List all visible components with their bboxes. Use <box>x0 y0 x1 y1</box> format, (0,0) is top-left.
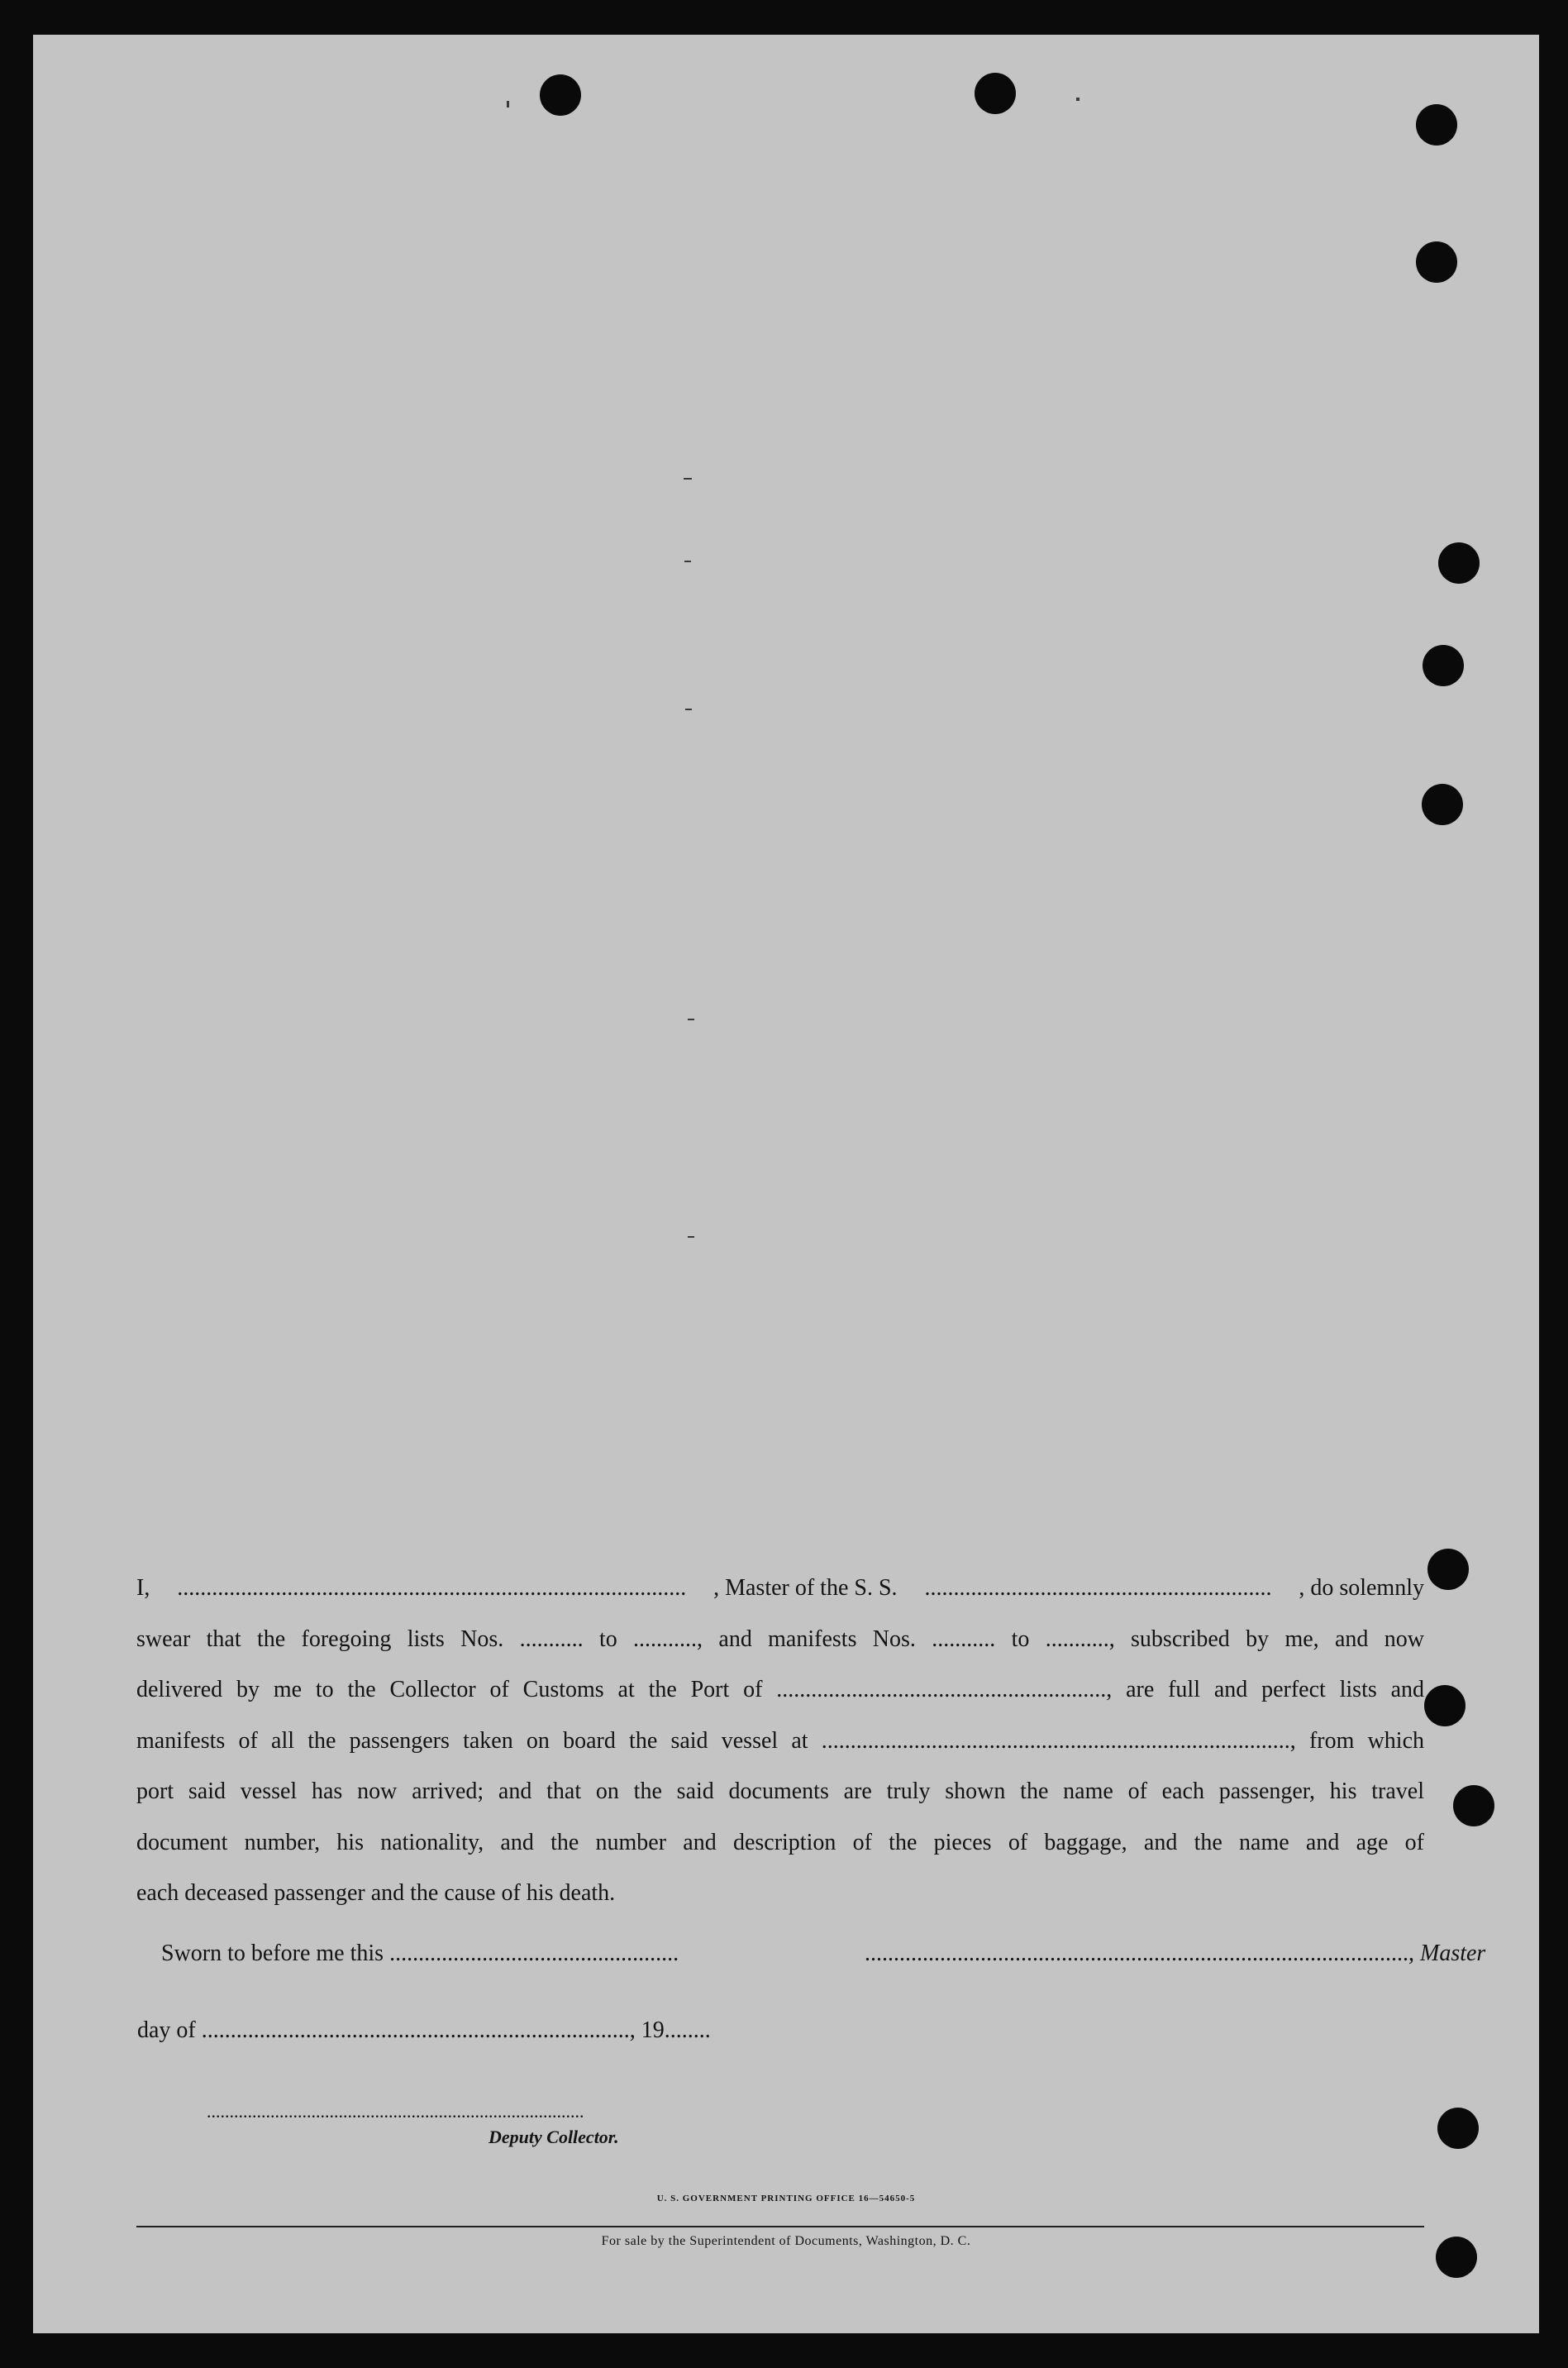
deputy-label: Deputy Collector. <box>489 2127 619 2147</box>
sale-notice: For sale by the Superintendent of Documents, Washington, D. C. <box>601 2234 971 2248</box>
speck <box>688 1236 694 1238</box>
punch-hole <box>1423 645 1464 686</box>
sworn-label: Sworn to before me this <box>161 1941 384 1966</box>
punch-hole <box>1416 241 1457 283</box>
oath-line-5: port said vessel has now arrived; and that on the said documents are truly shown the name of each passenger, his travel <box>136 1778 1424 1804</box>
deputy-line <box>207 2101 584 2122</box>
master-of-ss: , Master of the S. S. <box>713 1575 898 1601</box>
footer-rule <box>136 2226 1424 2227</box>
name-blank: ........................................................................................ <box>177 1575 687 1601</box>
punch-hole <box>1427 1549 1469 1590</box>
oath-line-7: each deceased passenger and the cause of his death. <box>136 1880 616 1906</box>
day-label: day of <box>137 2017 196 2043</box>
speck <box>688 1019 694 1020</box>
punch-hole <box>1453 1785 1494 1826</box>
punch-hole <box>1416 104 1457 146</box>
oath-i: I, <box>136 1575 150 1601</box>
day-blank: .........................................................................., <box>201 2017 636 2043</box>
punch-hole <box>1437 2108 1479 2149</box>
punch-hole <box>1422 784 1463 825</box>
master-blank: .............................................................................................., <box>865 1941 1414 1966</box>
speck <box>1076 98 1079 101</box>
speck <box>685 709 692 710</box>
speck <box>507 101 509 107</box>
form-page <box>33 35 1539 2333</box>
vessel-blank: ............................................................ <box>924 1575 1272 1601</box>
year-label: 19........ <box>641 2017 711 2043</box>
oath-line-4: manifests of all the passengers taken on board the said vessel at ................................................................................., from which <box>136 1727 1424 1754</box>
oath-line-2: swear that the foregoing lists Nos. ........... to ..........., and manifests Nos. ........... to ..........., subscribed by me, and now <box>136 1626 1424 1652</box>
sworn-blank: .................................................. <box>389 1941 679 1966</box>
oath-paragraph <box>136 1563 1424 1919</box>
punch-hole <box>975 73 1016 114</box>
master-label: Master <box>1420 1941 1486 1966</box>
do-solemnly: , do solemnly <box>1299 1575 1424 1601</box>
oath-line-6: document number, his nationality, and the number and description of the pieces of baggage, and the name and age of <box>136 1829 1424 1855</box>
punch-hole <box>1424 1685 1466 1726</box>
oath-line-3: delivered by me to the Collector of Customs at the Port of ........................................................., are full and perfect lists and <box>136 1677 1424 1702</box>
punch-hole <box>1438 542 1480 584</box>
printer-imprint: U. S. GOVERNMENT PRINTING OFFICE 16—54650-5 <box>656 2194 916 2203</box>
speck <box>684 561 691 562</box>
master-signature-line <box>865 1941 1485 1967</box>
sworn-line <box>161 1941 679 1967</box>
day-line <box>137 2017 711 2044</box>
punch-hole <box>540 74 581 116</box>
oath-line-1 <box>136 1563 1424 1614</box>
speck <box>684 478 692 480</box>
deputy-blank: ................................................................................... <box>207 2101 584 2122</box>
